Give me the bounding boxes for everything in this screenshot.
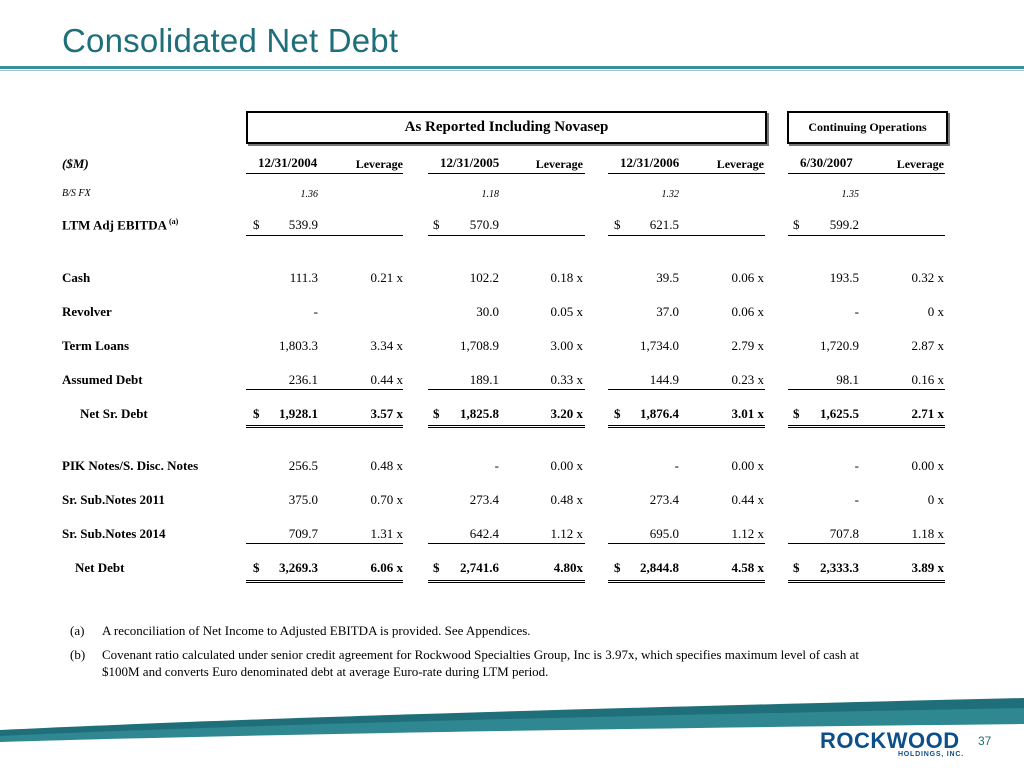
row-leverage: 2.87 x xyxy=(911,338,944,353)
row-leverage: 1.12 x xyxy=(731,526,764,541)
row-value: - xyxy=(854,492,859,507)
header-underline xyxy=(788,173,945,174)
fx-value: 1.18 xyxy=(481,189,499,200)
row-value: 2,844.8 xyxy=(640,560,679,575)
fx-value: 1.35 xyxy=(841,189,859,200)
total-double-underline xyxy=(788,425,945,428)
logo-name: ROCKWOOD xyxy=(820,728,960,753)
row-value: 1,803.3 xyxy=(279,338,318,353)
row-value: - xyxy=(674,458,679,473)
row-value: 642.4 xyxy=(469,526,499,541)
subtotal-underline xyxy=(788,389,945,390)
row-label: Sr. Sub.Notes 2014 xyxy=(62,526,166,541)
as-reported-header: As Reported Including Novasep xyxy=(246,111,767,144)
row-leverage: 2.79 x xyxy=(731,338,764,353)
row-value: 2,333.3 xyxy=(820,560,859,575)
subtotal-underline xyxy=(608,389,765,390)
row-value: 98.1 xyxy=(836,372,859,387)
row-leverage: 0.18 x xyxy=(550,270,583,285)
page-title: Consolidated Net Debt xyxy=(62,22,399,59)
row-value: - xyxy=(854,458,859,473)
total-double-underline xyxy=(428,580,585,583)
currency-symbol: $ xyxy=(433,406,440,421)
row-value: 2,741.6 xyxy=(460,560,499,575)
row-value: 273.4 xyxy=(649,492,679,507)
row-value: 37.0 xyxy=(656,304,679,319)
row-leverage: 0.06 x xyxy=(731,304,764,319)
footnote-b xyxy=(70,646,870,680)
ebitda-value: 599.2 xyxy=(829,217,859,232)
fx-label: B/S FX xyxy=(62,188,91,199)
row-value: 1,928.1 xyxy=(279,406,318,421)
header-underline xyxy=(428,173,585,174)
row-value: 256.5 xyxy=(288,458,318,473)
row-value: 1,734.0 xyxy=(640,338,679,353)
row-leverage: 0.05 x xyxy=(550,304,583,319)
currency-symbol: $ xyxy=(614,217,621,232)
row-value: 1,720.9 xyxy=(820,338,859,353)
currency-symbol: $ xyxy=(793,217,800,232)
row-value: - xyxy=(494,458,499,473)
row-value: 709.7 xyxy=(288,526,318,541)
row-leverage: 2.71 x xyxy=(911,406,944,421)
row-leverage: 1.18 x xyxy=(911,526,944,541)
row-value: - xyxy=(313,304,318,319)
row-leverage: 3.34 x xyxy=(370,338,403,353)
total-double-underline xyxy=(608,425,765,428)
row-value: 111.3 xyxy=(289,270,318,285)
currency-symbol: $ xyxy=(253,560,260,575)
column-leverage: Leverage xyxy=(896,157,944,171)
total-double-underline xyxy=(428,425,585,428)
fx-value: 1.36 xyxy=(300,189,318,200)
row-leverage: 0.00 x xyxy=(731,458,764,473)
row-leverage: 3.00 x xyxy=(550,338,583,353)
row-label: Cash xyxy=(62,270,91,285)
units-label: ($M) xyxy=(62,156,89,171)
currency-symbol: $ xyxy=(253,217,260,232)
row-leverage: 1.12 x xyxy=(550,526,583,541)
row-label: Assumed Debt xyxy=(62,372,143,387)
currency-symbol: $ xyxy=(614,560,621,575)
row-value: 707.8 xyxy=(829,526,859,541)
title-rule xyxy=(0,66,1024,69)
row-value: 1,825.8 xyxy=(460,406,499,421)
header-underline xyxy=(608,173,765,174)
footnote-text: A reconciliation of Net Income to Adjusted EBITDA is provided. See Appendices. xyxy=(102,623,531,638)
currency-symbol: $ xyxy=(433,217,440,232)
footnote-a xyxy=(70,622,870,639)
row-value: 3,269.3 xyxy=(279,560,318,575)
ebitda-underline xyxy=(788,235,945,236)
ebitda-value: 539.9 xyxy=(288,217,318,232)
subtotal-underline xyxy=(788,543,945,544)
row-value: 189.1 xyxy=(469,372,499,387)
column-leverage: Leverage xyxy=(535,157,583,171)
ebitda-value: 621.5 xyxy=(649,217,679,232)
row-leverage: 0.16 x xyxy=(911,372,944,387)
footnote-text: Covenant ratio calculated under senior credit agreement for Rockwood Specialties Group, Inc is 3.97x, which specifies maximum level of cash at $100M and converts Euro denominated debt at average Euro-rate during LTM period. xyxy=(102,647,860,679)
column-date: 12/31/2005 xyxy=(440,155,500,170)
row-value: 375.0 xyxy=(288,492,318,507)
subtotal-underline xyxy=(428,389,585,390)
row-leverage: 4.58 x xyxy=(731,560,764,575)
total-double-underline xyxy=(788,580,945,583)
row-leverage: 0.44 x xyxy=(731,492,764,507)
column-date: 12/31/2004 xyxy=(258,155,318,170)
ebitda-value: 570.9 xyxy=(469,217,499,232)
fx-value: 1.32 xyxy=(661,189,679,200)
rockwood-logo xyxy=(820,728,970,762)
row-value: 30.0 xyxy=(476,304,499,319)
row-value: 1,876.4 xyxy=(640,406,679,421)
row-leverage: 1.31 x xyxy=(370,526,403,541)
logo-subtitle: HOLDINGS, INC. xyxy=(897,751,964,758)
row-leverage: 6.06 x xyxy=(370,560,403,575)
row-value: 144.9 xyxy=(649,372,679,387)
row-leverage: 3.20 x xyxy=(550,406,583,421)
row-leverage: 0.32 x xyxy=(911,270,944,285)
row-value: 1,708.9 xyxy=(460,338,499,353)
row-leverage: 4.80x xyxy=(553,560,583,575)
ebitda-underline xyxy=(246,235,403,236)
row-leverage: 0.00 x xyxy=(911,458,944,473)
subtotal-underline xyxy=(246,543,403,544)
row-leverage: 0.48 x xyxy=(550,492,583,507)
footnotes xyxy=(70,622,870,687)
title-rule-thin xyxy=(0,70,1024,71)
ebitda-label: LTM Adj EBITDA $^{(a)}$ xyxy=(62,217,179,233)
row-leverage: 0 x xyxy=(927,304,944,319)
currency-symbol: $ xyxy=(433,560,440,575)
currency-symbol: $ xyxy=(614,406,621,421)
row-leverage: 0.00 x xyxy=(550,458,583,473)
currency-symbol: $ xyxy=(793,406,800,421)
row-leverage: 0.48 x xyxy=(370,458,403,473)
row-leverage: 0 x xyxy=(927,492,944,507)
row-value: 236.1 xyxy=(288,372,318,387)
row-leverage: 0.44 x xyxy=(370,372,403,387)
column-date: 12/31/2006 xyxy=(620,155,680,170)
row-label: Net Sr. Debt xyxy=(80,406,148,421)
row-label: Net Debt xyxy=(75,560,125,575)
row-leverage: 0.33 x xyxy=(550,372,583,387)
column-date: 6/30/2007 xyxy=(800,155,853,170)
subtotal-underline xyxy=(608,543,765,544)
column-leverage: Leverage xyxy=(716,157,764,171)
total-double-underline xyxy=(246,425,403,428)
header-underline xyxy=(246,173,403,174)
row-value: - xyxy=(854,304,859,319)
row-value: 273.4 xyxy=(469,492,499,507)
row-value: 695.0 xyxy=(649,526,679,541)
row-label: Sr. Sub.Notes 2011 xyxy=(62,492,165,507)
row-leverage: 3.01 x xyxy=(731,406,764,421)
row-value: 102.2 xyxy=(469,270,499,285)
ebitda-underline xyxy=(428,235,585,236)
row-label: Revolver xyxy=(62,304,112,319)
row-leverage: 0.70 x xyxy=(370,492,403,507)
row-leverage: 3.57 x xyxy=(370,406,403,421)
row-leverage: 3.89 x xyxy=(911,560,944,575)
currency-symbol: $ xyxy=(253,406,260,421)
total-double-underline xyxy=(608,580,765,583)
subtotal-underline xyxy=(428,543,585,544)
row-value: 1,625.5 xyxy=(820,406,859,421)
row-value: 193.5 xyxy=(829,270,859,285)
page-number: 37 xyxy=(978,734,992,748)
row-label: PIK Notes/S. Disc. Notes xyxy=(62,458,199,473)
ebitda-underline xyxy=(608,235,765,236)
row-value: 39.5 xyxy=(656,270,679,285)
row-leverage: 0.23 x xyxy=(731,372,764,387)
footnote-ref: (a) xyxy=(167,217,179,226)
footnote-mark: (b) xyxy=(70,647,86,662)
row-label: Term Loans xyxy=(62,338,130,353)
continuing-ops-header: Continuing Operations xyxy=(787,111,948,144)
row-leverage: 0.21 x xyxy=(370,270,403,285)
footnote-mark: (a) xyxy=(70,623,85,638)
subtotal-underline xyxy=(246,389,403,390)
currency-symbol: $ xyxy=(793,560,800,575)
row-leverage: 0.06 x xyxy=(731,270,764,285)
total-double-underline xyxy=(246,580,403,583)
column-leverage: Leverage xyxy=(355,157,403,171)
